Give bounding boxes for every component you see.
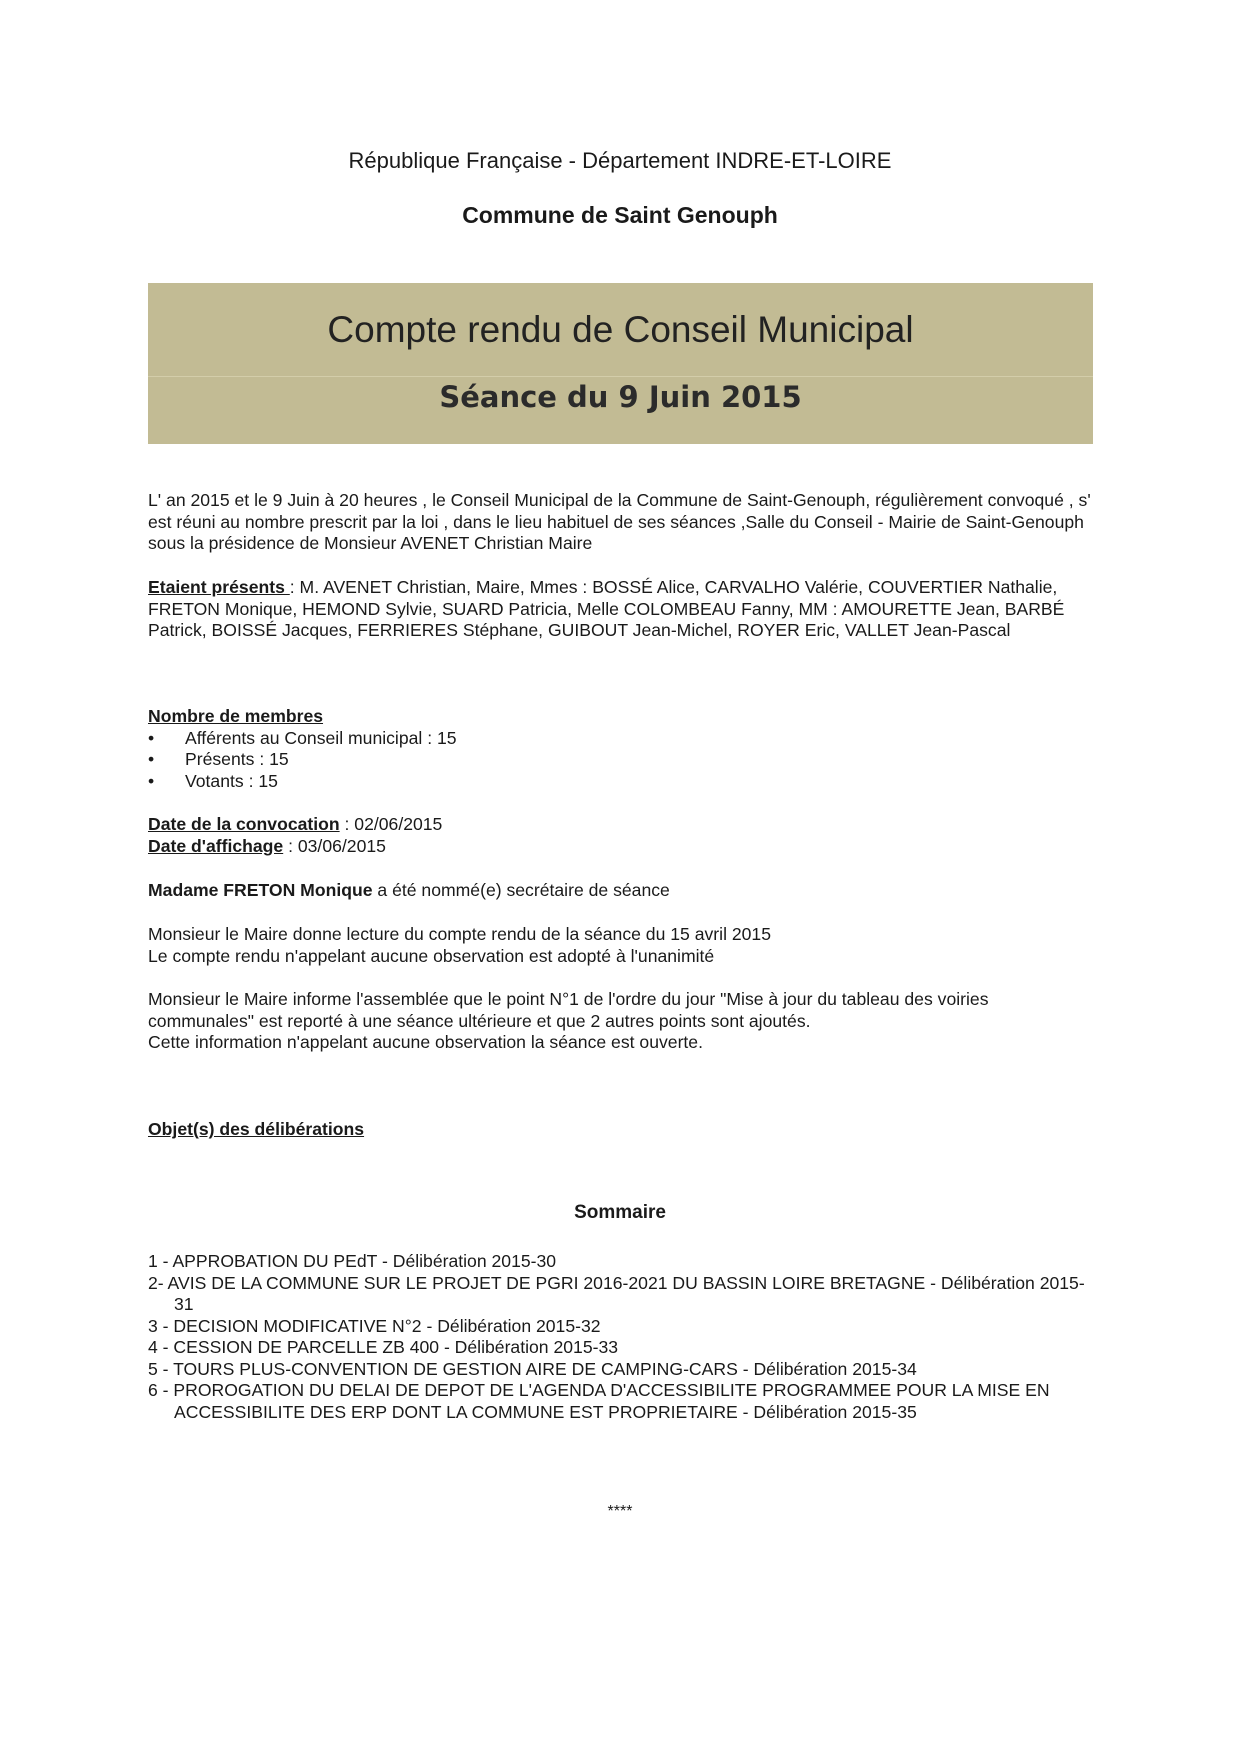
- sommaire-item: 4 - CESSION DE PARCELLE ZB 400 - Délibération 2015-33: [148, 1337, 619, 1357]
- end-separator: ****: [607, 1503, 633, 1520]
- bullet-icon: •: [148, 727, 155, 748]
- membres-section: [148, 706, 1093, 792]
- membres-label: Nombre de membres: [148, 706, 324, 726]
- sommaire-list: [148, 1251, 1093, 1423]
- banner-divider: [148, 376, 1093, 377]
- sommaire-item: 5 - TOURS PLUS-CONVENTION DE GESTION AIRE DE CAMPING-CARS - Délibération 2015-34: [148, 1358, 917, 1379]
- objets-label: Objet(s) des délibérations: [148, 1119, 365, 1139]
- lecture-section: Monsieur le Maire donne lecture du compte rendu de la séance du 15 avril 2015 Le compte rendu n'appelant aucune observation est adopté à l'unanimité: [148, 924, 772, 966]
- republique-heading: République Française - Département INDRE-ET-LOIRE: [348, 148, 892, 173]
- sommaire-item: 3 - DECISION MODIFICATIVE N°2 - Délibération 2015-32: [148, 1315, 601, 1336]
- information-section: Monsieur le Maire informe l'assemblée que le point N°1 de l'ordre du jour "Mise à jour du tableau des voiries communales" est reporté à une séance ultérieure et que 2 autres points sont ajoutés. Cette information n'appelant aucune observation la séance est ouverte.: [148, 989, 989, 1052]
- list-item: • Afférents au Conseil municipal : 15: [148, 727, 457, 748]
- commune-heading: Commune de Saint Genouph: [462, 202, 778, 228]
- list-item: • Votants : 15: [148, 770, 278, 791]
- dates-section: [148, 814, 1093, 857]
- secretaire-name: Madame FRETON Monique: [148, 880, 373, 900]
- title-banner: [148, 283, 1093, 444]
- sommaire-item: 6 - PROROGATION DU DELAI DE DEPOT DE L'AGENDA D'ACCESSIBILITE PROGRAMMEE POUR LA MISE EN ACCESSIBILITE DES ERP DONT LA COMMUNE EST PROPRIETAIRE - Délibération 2015-35: [148, 1380, 1050, 1422]
- sommaire-item: 2- AVIS DE LA COMMUNE SUR LE PROJET DE PGRI 2016-2021 DU BASSIN LOIRE BRETAGNE - Délibération 2015-31: [148, 1272, 1085, 1314]
- list-item: • Présents : 15: [148, 749, 289, 769]
- presents-label: Etaient présents: [148, 577, 290, 597]
- sommaire-title: Sommaire: [574, 1202, 666, 1223]
- affichage-date: Date d'affichage : 03/06/2015: [148, 835, 386, 856]
- secretaire-line: Madame FRETON Monique a été nommé(e) secrétaire de séance: [148, 880, 670, 900]
- intro-paragraph: L' an 2015 et le 9 Juin à 20 heures , le Conseil Municipal de la Commune de Saint-Genouph, régulièrement convoqué , s' est réuni au nombre prescrit par la loi , dans le lieu habituel de ses séances ,Salle du Conseil - Mairie de Saint-Genouph sous la présidence de Monsieur AVENET Christian Maire: [148, 490, 1091, 553]
- bullet-icon: •: [148, 770, 155, 791]
- document-title: Compte rendu de Conseil Municipal: [327, 309, 914, 350]
- convocation-date: Date de la convocation : 02/06/2015: [148, 814, 443, 834]
- sommaire-list-wrapper: [148, 1251, 1093, 1423]
- presents-list: : M. AVENET Christian, Maire, Mmes : BOSSÉ Alice, CARVALHO Valérie, COUVERTIER Nathalie, FRETON Monique, HEMOND Sylvie, SUARD Patricia, Melle COLOMBEAU Fanny, MM : AMOURETTE Jean, BARBÉ Patrick, BOISSÉ Jacques, FERRIERES Stéphane, GUIBOUT Jean-Michel, ROYER Eric, VALLET Jean-Pascal: [148, 577, 1065, 640]
- session-date-title: Séance du 9 Juin 2015: [439, 380, 802, 414]
- sommaire-item: 1 - APPROBATION DU PEdT - Délibération 2015-30: [148, 1251, 557, 1271]
- bullet-icon: •: [148, 749, 155, 769]
- presents-paragraph: [148, 577, 1093, 642]
- membres-list: [148, 728, 1093, 793]
